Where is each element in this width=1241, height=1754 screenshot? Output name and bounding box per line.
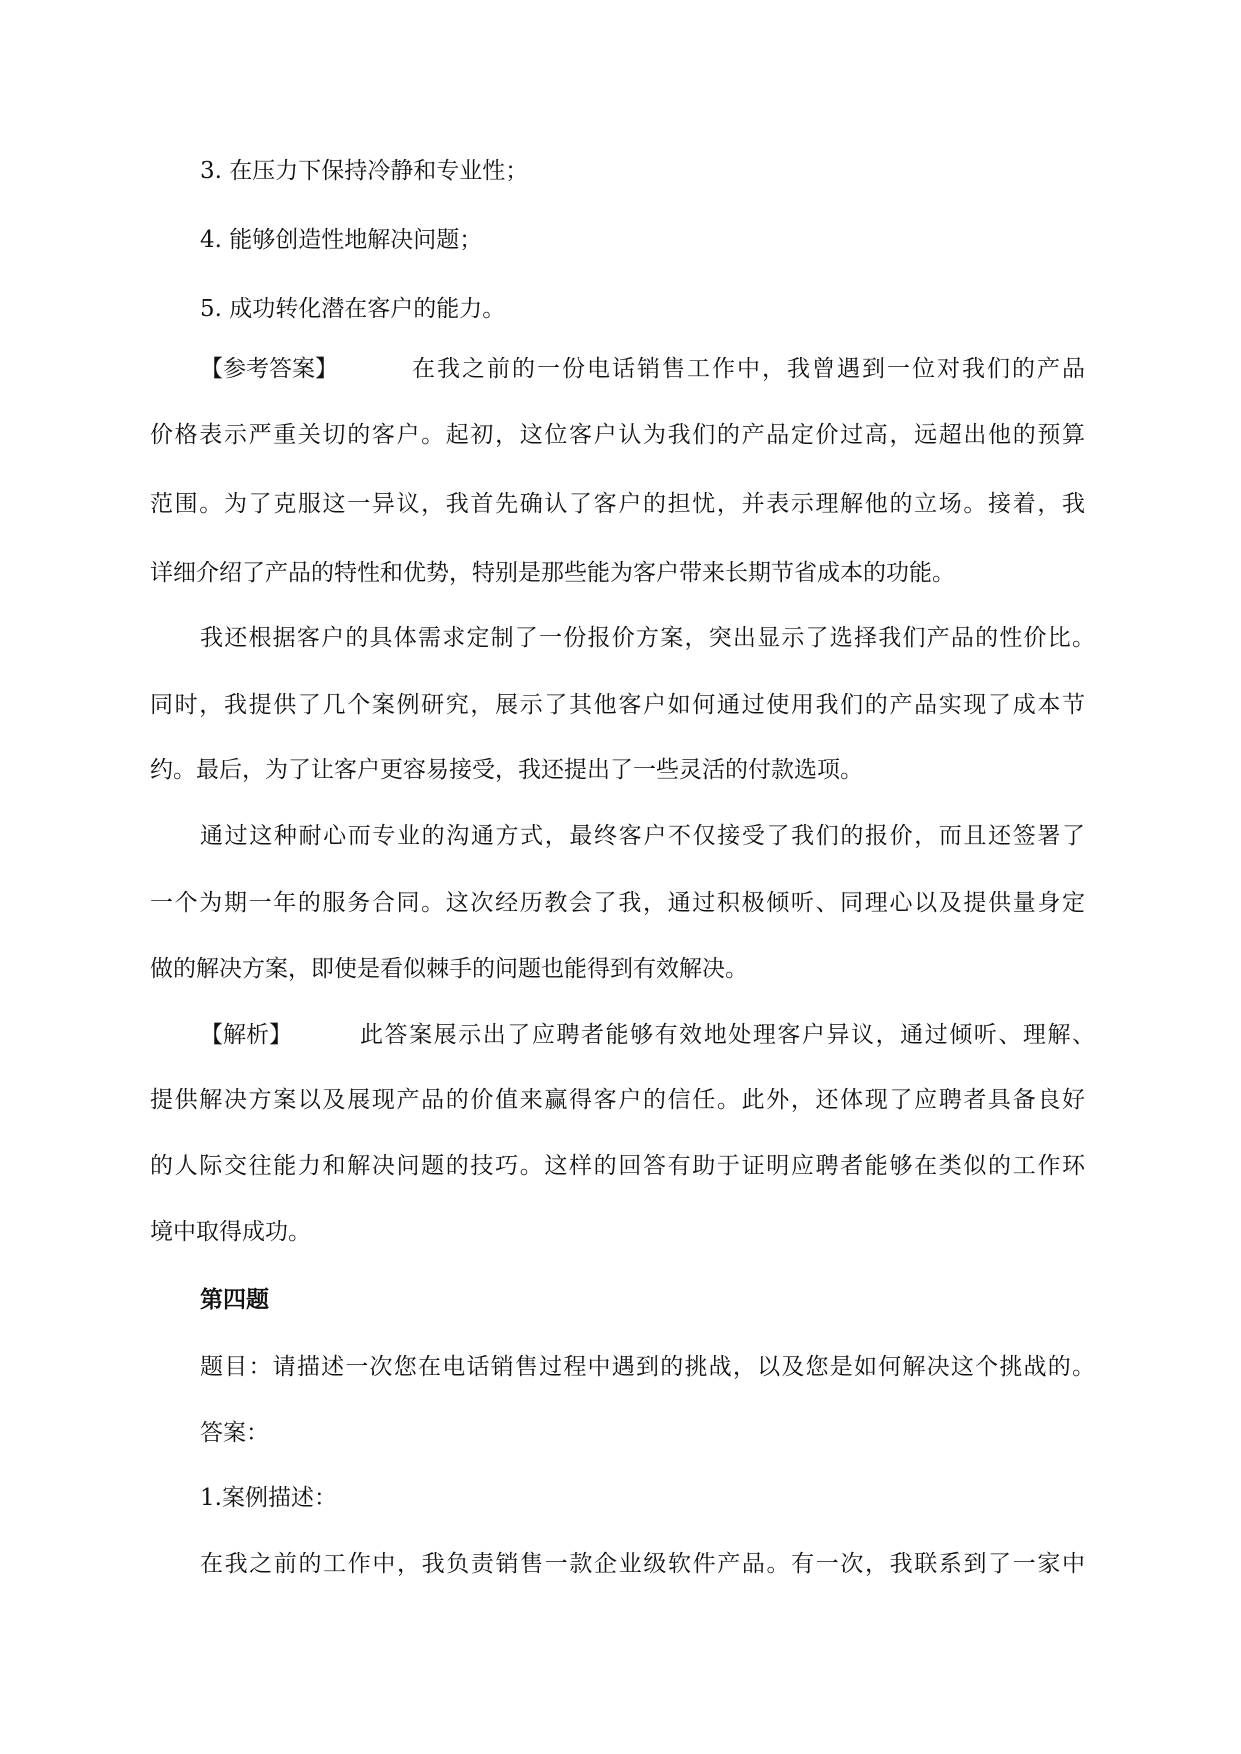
list-item-3: 3. 在压力下保持冷静和专业性； (200, 158, 529, 184)
analysis-line: 的人际交往能力和解决问题的技巧。这样的回答有助于证明应聘者能够在类似的工作环 (150, 1153, 1085, 1179)
paragraph-line: 一个为期一年的服务合同。这次经历教会了我，通过积极倾听、同理心以及提供量身定 (150, 890, 1085, 916)
analysis-line: 此答案展示出了应聘者能够有效地处理客户异议，通过倾听、理解、 (360, 1022, 1095, 1048)
reference-answer-tag: 【参考答案】 (200, 356, 338, 382)
reference-answer-first-line (200, 350, 1085, 383)
section-heading: 第四题 (200, 1286, 269, 1313)
list-item-4: 4. 能够创造性地解决问题； (200, 227, 483, 253)
paragraph-line: 我还根据客户的具体需求定制了一份报价方案，突出显示了选择我们产品的性价比。 (200, 625, 1095, 651)
analysis-line: 提供解决方案以及展现产品的价值来赢得客户的信任。此外，还体现了应聘者具备良好 (150, 1087, 1085, 1113)
reference-answer-line: 详细介绍了产品的特性和优势，特别是那些能为客户带来长期节省成本的功能。 (150, 560, 955, 586)
paragraph-line: 通过这种耐心而专业的沟通方式，最终客户不仅接受了我们的报价，而且还签署了 (200, 823, 1085, 849)
answer-label: 答案： (200, 1420, 269, 1446)
reference-answer-line: 价格表示严重关切的客户。起初，这位客户认为我们的产品定价过高，远超出他的预算 (150, 422, 1085, 448)
analysis-line: 境中取得成功。 (150, 1219, 311, 1245)
case-label: 1.案例描述： (200, 1485, 337, 1511)
paragraph-line: 同时，我提供了几个案例研究，展示了其他客户如何通过使用我们的产品实现了成本节 (150, 692, 1085, 718)
list-item-5: 5. 成功转化潜在客户的能力。 (200, 296, 506, 322)
case-text: 在我之前的工作中，我负责销售一款企业级软件产品。有一次，我联系到了一家中 (200, 1551, 1085, 1577)
analysis-first-line (200, 1016, 1095, 1049)
reference-answer-line: 范围。为了克服这一异议，我首先确认了客户的担忧，并表示理解他的立场。接着，我 (150, 491, 1085, 517)
paragraph-line: 约。最后，为了让客户更容易接受，我还提出了一些灵活的付款选项。 (150, 757, 863, 783)
reference-answer-line: 在我之前的一份电话销售工作中，我曾遇到一位对我们的产品 (412, 356, 1085, 382)
paragraph-line: 做的解决方案，即使是看似棘手的问题也能得到有效解决。 (150, 956, 748, 982)
question-text: 题目：请描述一次您在电话销售过程中遇到的挑战，以及您是如何解决这个挑战的。 (200, 1354, 1095, 1380)
analysis-tag: 【解析】 (200, 1022, 292, 1048)
